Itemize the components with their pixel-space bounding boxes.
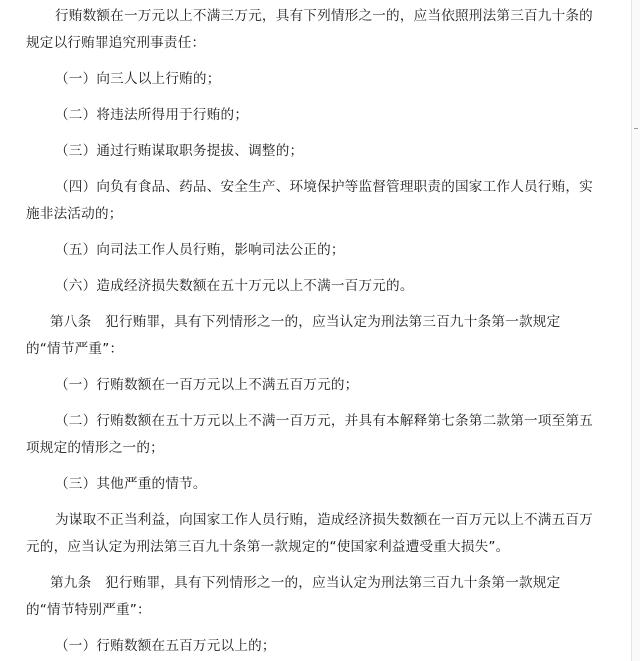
list-item-line: （三）通过行贿谋取职务提拔、调整的；: [55, 143, 304, 159]
article-heading-line: 第八条 犯行贿罪，具有下列情形之一的，应当认定为刑法第三百九十条第一款规定: [50, 314, 561, 330]
paragraph-line: 的“情节特别严重”：: [26, 602, 151, 618]
page-edge-scrollbar[interactable]: [631, 0, 640, 661]
paragraph-line: 为谋取不正当利益，向国家工作人员行贿，造成经济损失数额在一百万元以上不满五百万: [55, 512, 593, 528]
list-item-line: 项规定的情形之一的；: [26, 440, 164, 456]
list-item-line: 施非法活动的；: [26, 206, 123, 222]
paragraph-line: 规定以行贿罪追究刑事责任：: [26, 35, 206, 51]
list-item-line: （六）造成经济损失数额在五十万元以上不满一百万元的。: [55, 278, 414, 294]
paragraph-line: 元的，应当认定为刑法第三百九十条第一款规定的“使国家利益遭受重大损失”。: [26, 539, 510, 555]
list-item-line: （五）向司法工作人员行贿，影响司法公正的；: [55, 242, 345, 258]
list-item-line: （二）行贿数额在五十万元以上不满一百万元，并具有本解释第七条第二款第一项至第五: [55, 413, 593, 429]
list-item-line: （四）向负有食品、药品、安全生产、环境保护等监督管理职责的国家工作人员行贿，实: [55, 179, 593, 195]
list-item-line: （一）行贿数额在五百万元以上的；: [55, 638, 276, 654]
list-item-line: （一）行贿数额在一百万元以上不满五百万元的；: [55, 377, 359, 393]
list-item-line: （二）将违法所得用于行贿的；: [55, 107, 249, 123]
article-heading-line: 第九条 犯行贿罪，具有下列情形之一的，应当认定为刑法第三百九十条第一款规定: [50, 575, 561, 591]
paragraph-line: 行贿数额在一万元以上不满三万元，具有下列情形之一的，应当依照刑法第三百九十条的: [55, 8, 593, 24]
paragraph-line: 的“情节严重”：: [26, 341, 124, 357]
scroll-marker: [634, 128, 638, 129]
list-item-line: （一）向三人以上行贿的；: [55, 71, 221, 87]
list-item-line: （三）其他严重的情节。: [55, 476, 207, 492]
